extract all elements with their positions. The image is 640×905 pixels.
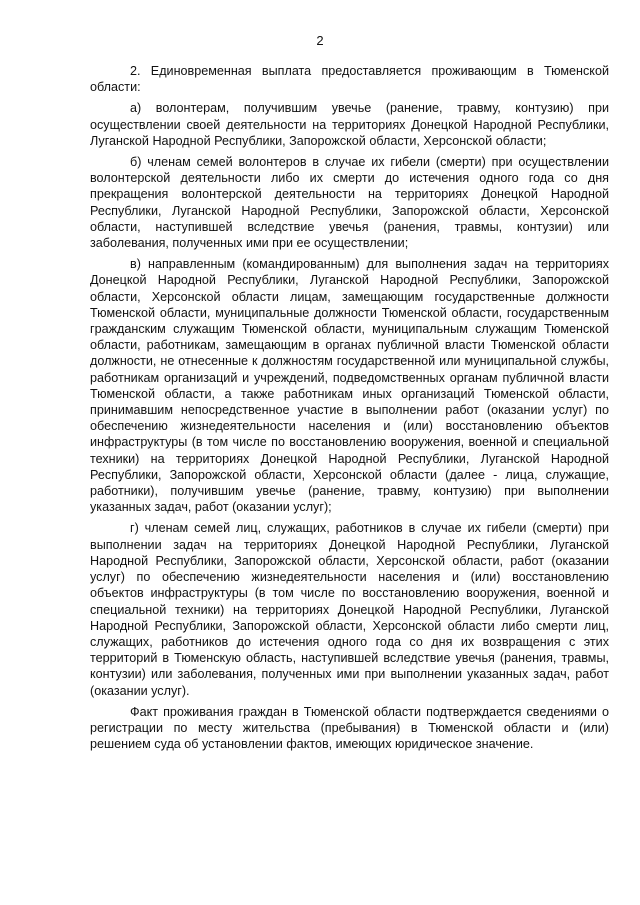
paragraph-subitem-v: в) направленным (командированным) для выполнения задач на территориях Донецкой Народной Республики, Луганской Народной Республики, Запорожской области, Херсонской области лицам, замещающим государственные должности Тюменской области, муниципальные должности Тюменской области, государственным гражданским служащим Тюменской области, муниципальным служащим Тюменской области, работникам, замещающим в органах публичной власти Тюменской области должности, не отнесенные к должностям государственной или муниципальной службы, работникам организаций и учреждений, подведомственных органам публичной власти Тюменской области, а также работникам иных организаций Тюменской области, принимавшим непосредственное участие в выполнении работ (оказании услуг) по обеспечению жизнедеятельности населения и (или) восстановлению объектов инфраструктуры (в том числе по восстановлению вооружения, военной и специальной техники) на территориях Донецкой Народной Республики, Луганской Народной Республики, Запорожской области, Херсонской области (далее - лица, служащие, работники), получившим увечье (ранение, травму, контузию) при выполнении указанных задач, работ (оказании услуг); [90,257,609,515]
paragraph-residence-proof: Факт проживания граждан в Тюменской области подтверждается сведениями о регистрации по месту жительства (пребывания) в Тюменской области и (или) решением суда об установлении фактов, имеющих юридическое значение. [90,704,609,752]
page-number: 2 [316,33,324,48]
paragraph-subitem-b: б) членам семей волонтеров в случае их гибели (смерти) при осуществлении волонтерской деятельности либо их смерти до истечения одного года со дня прекращения волонтерской деятельности на территориях Донецкой Народной Республики, Луганской Народной Республики, Запорожской области, Херсонской области, наступившей вследствие увечья (ранения, травмы, контузии) или заболевания, полученных ими при ее осуществлении; [90,155,609,251]
paragraph-subitem-g: г) членам семей лиц, служащих, работников в случае их гибели (смерти) при выполнении задач на территориях Донецкой Народной Республики, Луганской Народной Республики, Запорожской области, Херсонской области, работ (оказании услуг) по обеспечению жизнедеятельности населения и (или) восстановлению объектов инфраструктуры (в том числе по восстановлению вооружения, военной и специальной техники) на территориях Донецкой Народной Республики, Луганской Народной Республики, Запорожской области, Херсонской области либо смерти лиц, служащих, работников до истечения одного года со дня их возвращения с этих территорий в Тюменскую область, наступившей вследствие увечья (ранения, травмы, контузии) или заболевания, полученных ими при выполнении указанных задач, работ (оказании услуг). [90,521,609,698]
document-body [90,63,609,757]
paragraph-subitem-a: а) волонтерам, получившим увечье (ранение, травму, контузию) при осуществлении своей деятельности на территориях Донецкой Народной Республики, Луганской Народной Республики, Запорожской области, Херсонской области; [90,101,609,148]
paragraph-item-2: 2. Единовременная выплата предоставляется проживающим в Тюменской области: [90,64,609,95]
